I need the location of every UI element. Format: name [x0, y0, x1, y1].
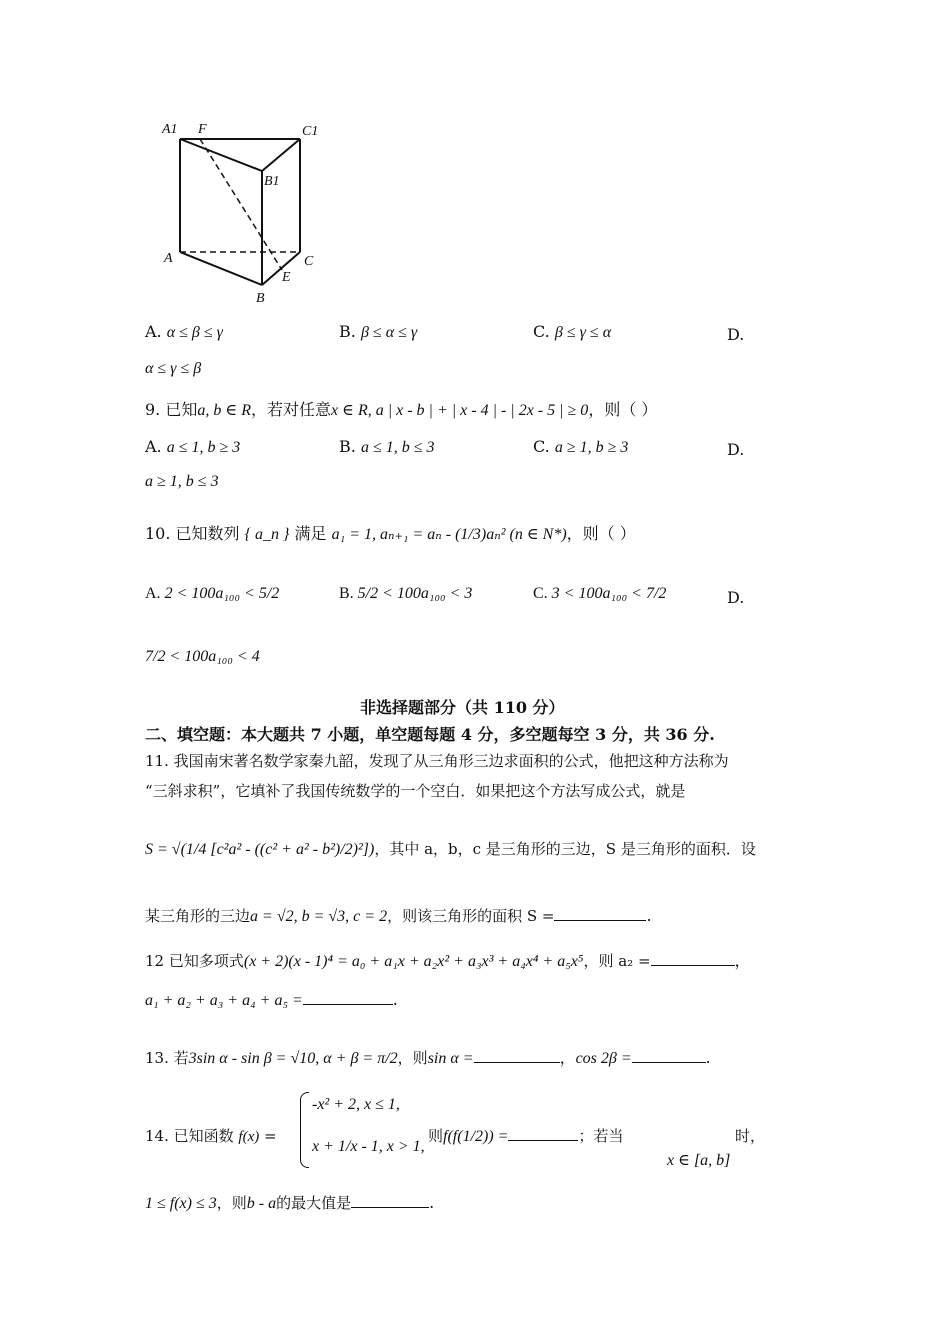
q14-ask-line: 则f(f(1/2)) = ；若当 [428, 1127, 624, 1145]
q14-answer-blank-1[interactable] [508, 1139, 578, 1141]
q12-answer-blank-1[interactable] [651, 964, 735, 966]
q9-option-a: A. a ≤ 1, b ≥ 3 [145, 437, 241, 456]
q11-formula-line: S = √(1/4 [c²a² - ((c² + a² - b²)/2)²])，其中 a，b，c 是三角形的三边，S 是三角形的面积．设 [145, 840, 756, 858]
edge-a1-b1 [180, 139, 262, 171]
q10-option-a: A. 2 < 100a₁₀₀ < 5/2 [145, 585, 280, 602]
label-c: C [304, 254, 314, 269]
q11-formula: S = √(1/4 [c²a² - ((c² + a² - b²)/2)²]) [145, 841, 375, 858]
label-a1: A1 [162, 122, 178, 137]
q12-line1: 12 已知多项式(x + 2)(x - 1)⁴ = a₀ + a₁x + a₂x² + a₃x³ + a₄x⁴ + a₅x⁵，则 a₂ = ， [145, 951, 751, 970]
q14-line2: 1 ≤ f(x) ≤ 3，则b - a的最大值是 . [145, 1193, 435, 1212]
q10-option-d: D. [727, 588, 745, 607]
q14-case-2: x + 1/x - 1, x > 1, [312, 1138, 425, 1155]
q9-option-c: C. a ≥ 1, b ≥ 3 [533, 437, 629, 456]
q9-stem: 9. 已知a, b ∈ R，若对任意x ∈ R, a | x - b | + | x - 4 | - | 2x - 5 | ≥ 0，则（ ） [145, 400, 658, 419]
label-f: F [198, 122, 207, 137]
edge-b1-c1 [262, 139, 300, 171]
q9-option-d: D. [727, 440, 745, 459]
label-b: B [256, 291, 265, 306]
q9-option-d-text: a ≥ 1, b ≤ 3 [145, 473, 219, 490]
q9-option-b: B. a ≤ 1, b ≤ 3 [339, 437, 435, 456]
q8-option-d: D. [727, 325, 745, 344]
section-title: 非选择题部分（共 110 分） [360, 698, 565, 717]
q14-answer-blank-2[interactable] [351, 1206, 429, 1208]
label-b1: B1 [264, 174, 280, 189]
q14-case-1: -x² + 2, x ≤ 1, [312, 1096, 400, 1113]
q11-answer-blank[interactable] [554, 919, 646, 921]
q14-interval: x ∈ [a, b] [667, 1152, 731, 1169]
q8-option-c: C. β ≤ γ ≤ α [533, 322, 612, 341]
q13-answer-blank-2[interactable] [632, 1061, 706, 1063]
q13-line: 13. 若3sin α - sin β = √10, α + β = π/2，则sin α = ，cos 2β = . [145, 1048, 711, 1067]
section-heading: 二、填空题：本大题共 7 小题，单空题每题 4 分，多空题每空 3 分，共 36 分. [145, 725, 715, 744]
q8-option-a: A. α ≤ β ≤ γ [145, 322, 223, 341]
prism-figure [150, 115, 340, 310]
label-c1: C1 [302, 124, 319, 139]
q11-line4: 某三角形的三边a = √2, b = √3, c = 2，则该三角形的面积 S = . [145, 906, 652, 925]
q8-option-b: B. β ≤ α ≤ γ [339, 322, 418, 341]
q12-answer-blank-2[interactable] [303, 1003, 393, 1005]
q11-line2: “三斜求积”，它填补了我国传统数学的一个空白．如果把这个方法写成公式，就是 [145, 782, 686, 800]
q14-prefix: 14. 已知函数 f(x) = [145, 1127, 277, 1145]
q10-stem: 10. 已知数列 { a_n } 满足 a₁ = 1, aₙ₊₁ = aₙ - (1/3)aₙ² (n ∈ N*)，则（ ） [145, 524, 636, 543]
q13-answer-blank-1[interactable] [474, 1061, 560, 1063]
edge-a-b [180, 252, 262, 285]
q11-line1: 11. 我国南宋著名数学家秦九韶，发现了从三角形三边求面积的公式，他把这种方法称为 [145, 752, 729, 770]
segment-f-e [200, 139, 282, 270]
q10-option-d-text: 7/2 < 100a₁₀₀ < 4 [145, 648, 260, 665]
q10-option-b: B. 5/2 < 100a₁₀₀ < 3 [339, 585, 473, 602]
label-e: E [282, 270, 291, 285]
q8-option-d-text: α ≤ γ ≤ β [145, 360, 202, 377]
q14-when: 时， [735, 1127, 766, 1145]
label-a: A [164, 251, 173, 266]
q14-piecewise-brace [300, 1092, 309, 1168]
q10-option-c: C. 3 < 100a₁₀₀ < 7/2 [533, 585, 667, 602]
q12-line2: a₁ + a₂ + a₃ + a₄ + a₅ = . [145, 990, 398, 1009]
